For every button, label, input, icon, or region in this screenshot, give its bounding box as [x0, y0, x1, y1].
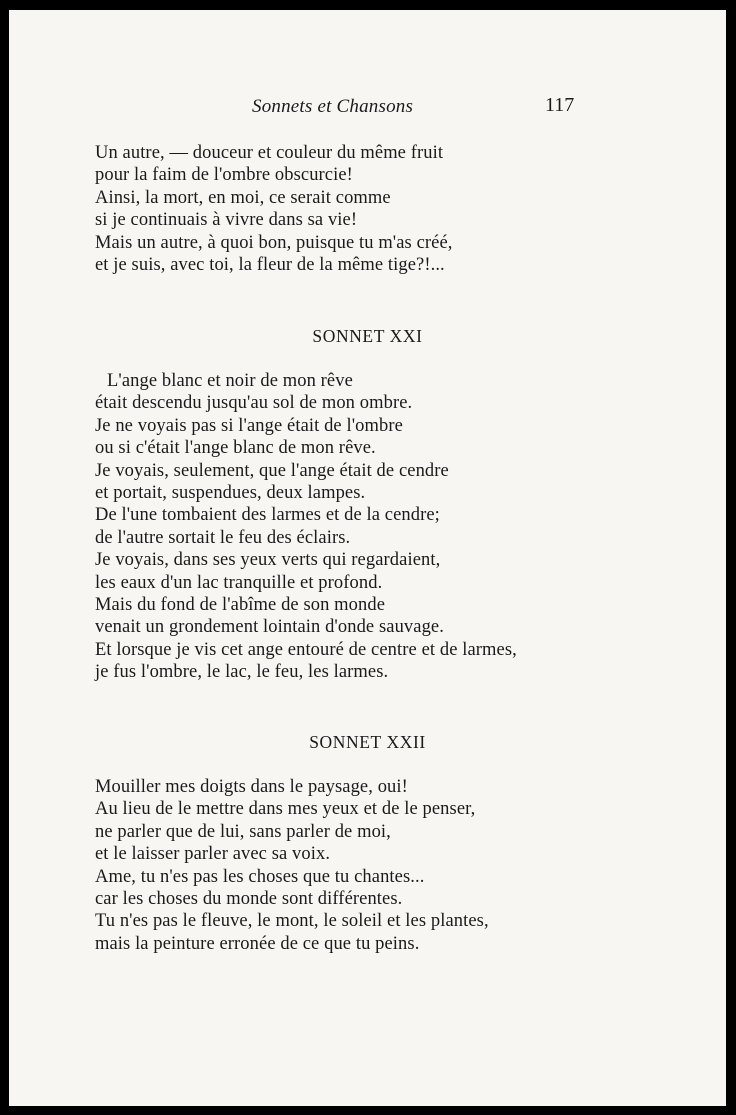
poem-line: je fus l'ombre, le lac, le feu, les larmes. — [95, 662, 389, 683]
continuation-stanza — [95, 142, 453, 276]
poem-line: de l'autre sortait le feu des éclairs. — [95, 527, 351, 548]
poem-line: et le laisser parler avec sa voix. — [95, 844, 331, 865]
sonnet-22-body — [95, 776, 489, 955]
poem-line: car les choses du monde sont différentes. — [95, 888, 403, 909]
poem-line: De l'une tombaient des larmes et de la cendre; — [95, 505, 440, 526]
poem-line: était descendu jusqu'au sol de mon ombre. — [95, 393, 413, 414]
poem-line: Un autre, — douceur et couleur du même fruit — [95, 143, 444, 163]
page-header — [9, 96, 726, 126]
poem-line: Et lorsque je vis cet ange entouré de centre et de larmes, — [95, 639, 517, 660]
poem-line: pour la faim de l'ombre obscurcie! — [95, 165, 353, 186]
poem-line: Tu n'es pas le fleuve, le mont, le soleil et les plantes, — [95, 911, 489, 932]
running-title: Sonnets et Chansons — [252, 96, 414, 117]
sonnet-22-title: SONNET XXII — [309, 732, 426, 752]
poem-line: Au lieu de le mettre dans mes yeux et de le penser, — [95, 799, 476, 820]
poem-line: mais la peinture erronée de ce que tu peins. — [95, 933, 420, 954]
poem-line: Je voyais, dans ses yeux verts qui regardaient, — [95, 550, 441, 571]
sonnet-21-body — [95, 370, 517, 683]
poem-line: ou si c'était l'ange blanc de mon rêve. — [95, 438, 376, 459]
poem-line: Je ne voyais pas si l'ange était de l'ombre — [95, 415, 403, 436]
poem-line: L'ange blanc et noir de mon rêve — [107, 371, 353, 391]
page-number: 117 — [545, 94, 575, 116]
poem-line: Ainsi, la mort, en moi, ce serait comme — [95, 187, 391, 208]
poem-line: et portait, suspendues, deux lampes. — [95, 482, 366, 503]
book-page — [9, 10, 726, 1106]
poem-line: les eaux d'un lac tranquille et profond. — [95, 572, 383, 593]
poem-line: Mouiller mes doigts dans le paysage, oui! — [95, 777, 408, 797]
poem-line: Mais un autre, à quoi bon, puisque tu m'as créé, — [95, 232, 453, 253]
poem-line: si je continuais à vivre dans sa vie! — [95, 210, 358, 231]
sonnet-21-title: SONNET XXI — [312, 326, 423, 346]
poem-line: ne parler que de lui, sans parler de moi, — [95, 821, 391, 842]
poem-line: Mais du fond de l'abîme de son monde — [95, 594, 386, 615]
poem-line: Je voyais, seulement, que l'ange était de cendre — [95, 460, 449, 481]
poem-line: venait un grondement lointain d'onde sauvage. — [95, 617, 444, 638]
poem-line: et je suis, avec toi, la fleur de la même tige?!... — [95, 254, 445, 275]
poem-line: Ame, tu n'es pas les choses que tu chantes... — [95, 866, 425, 887]
